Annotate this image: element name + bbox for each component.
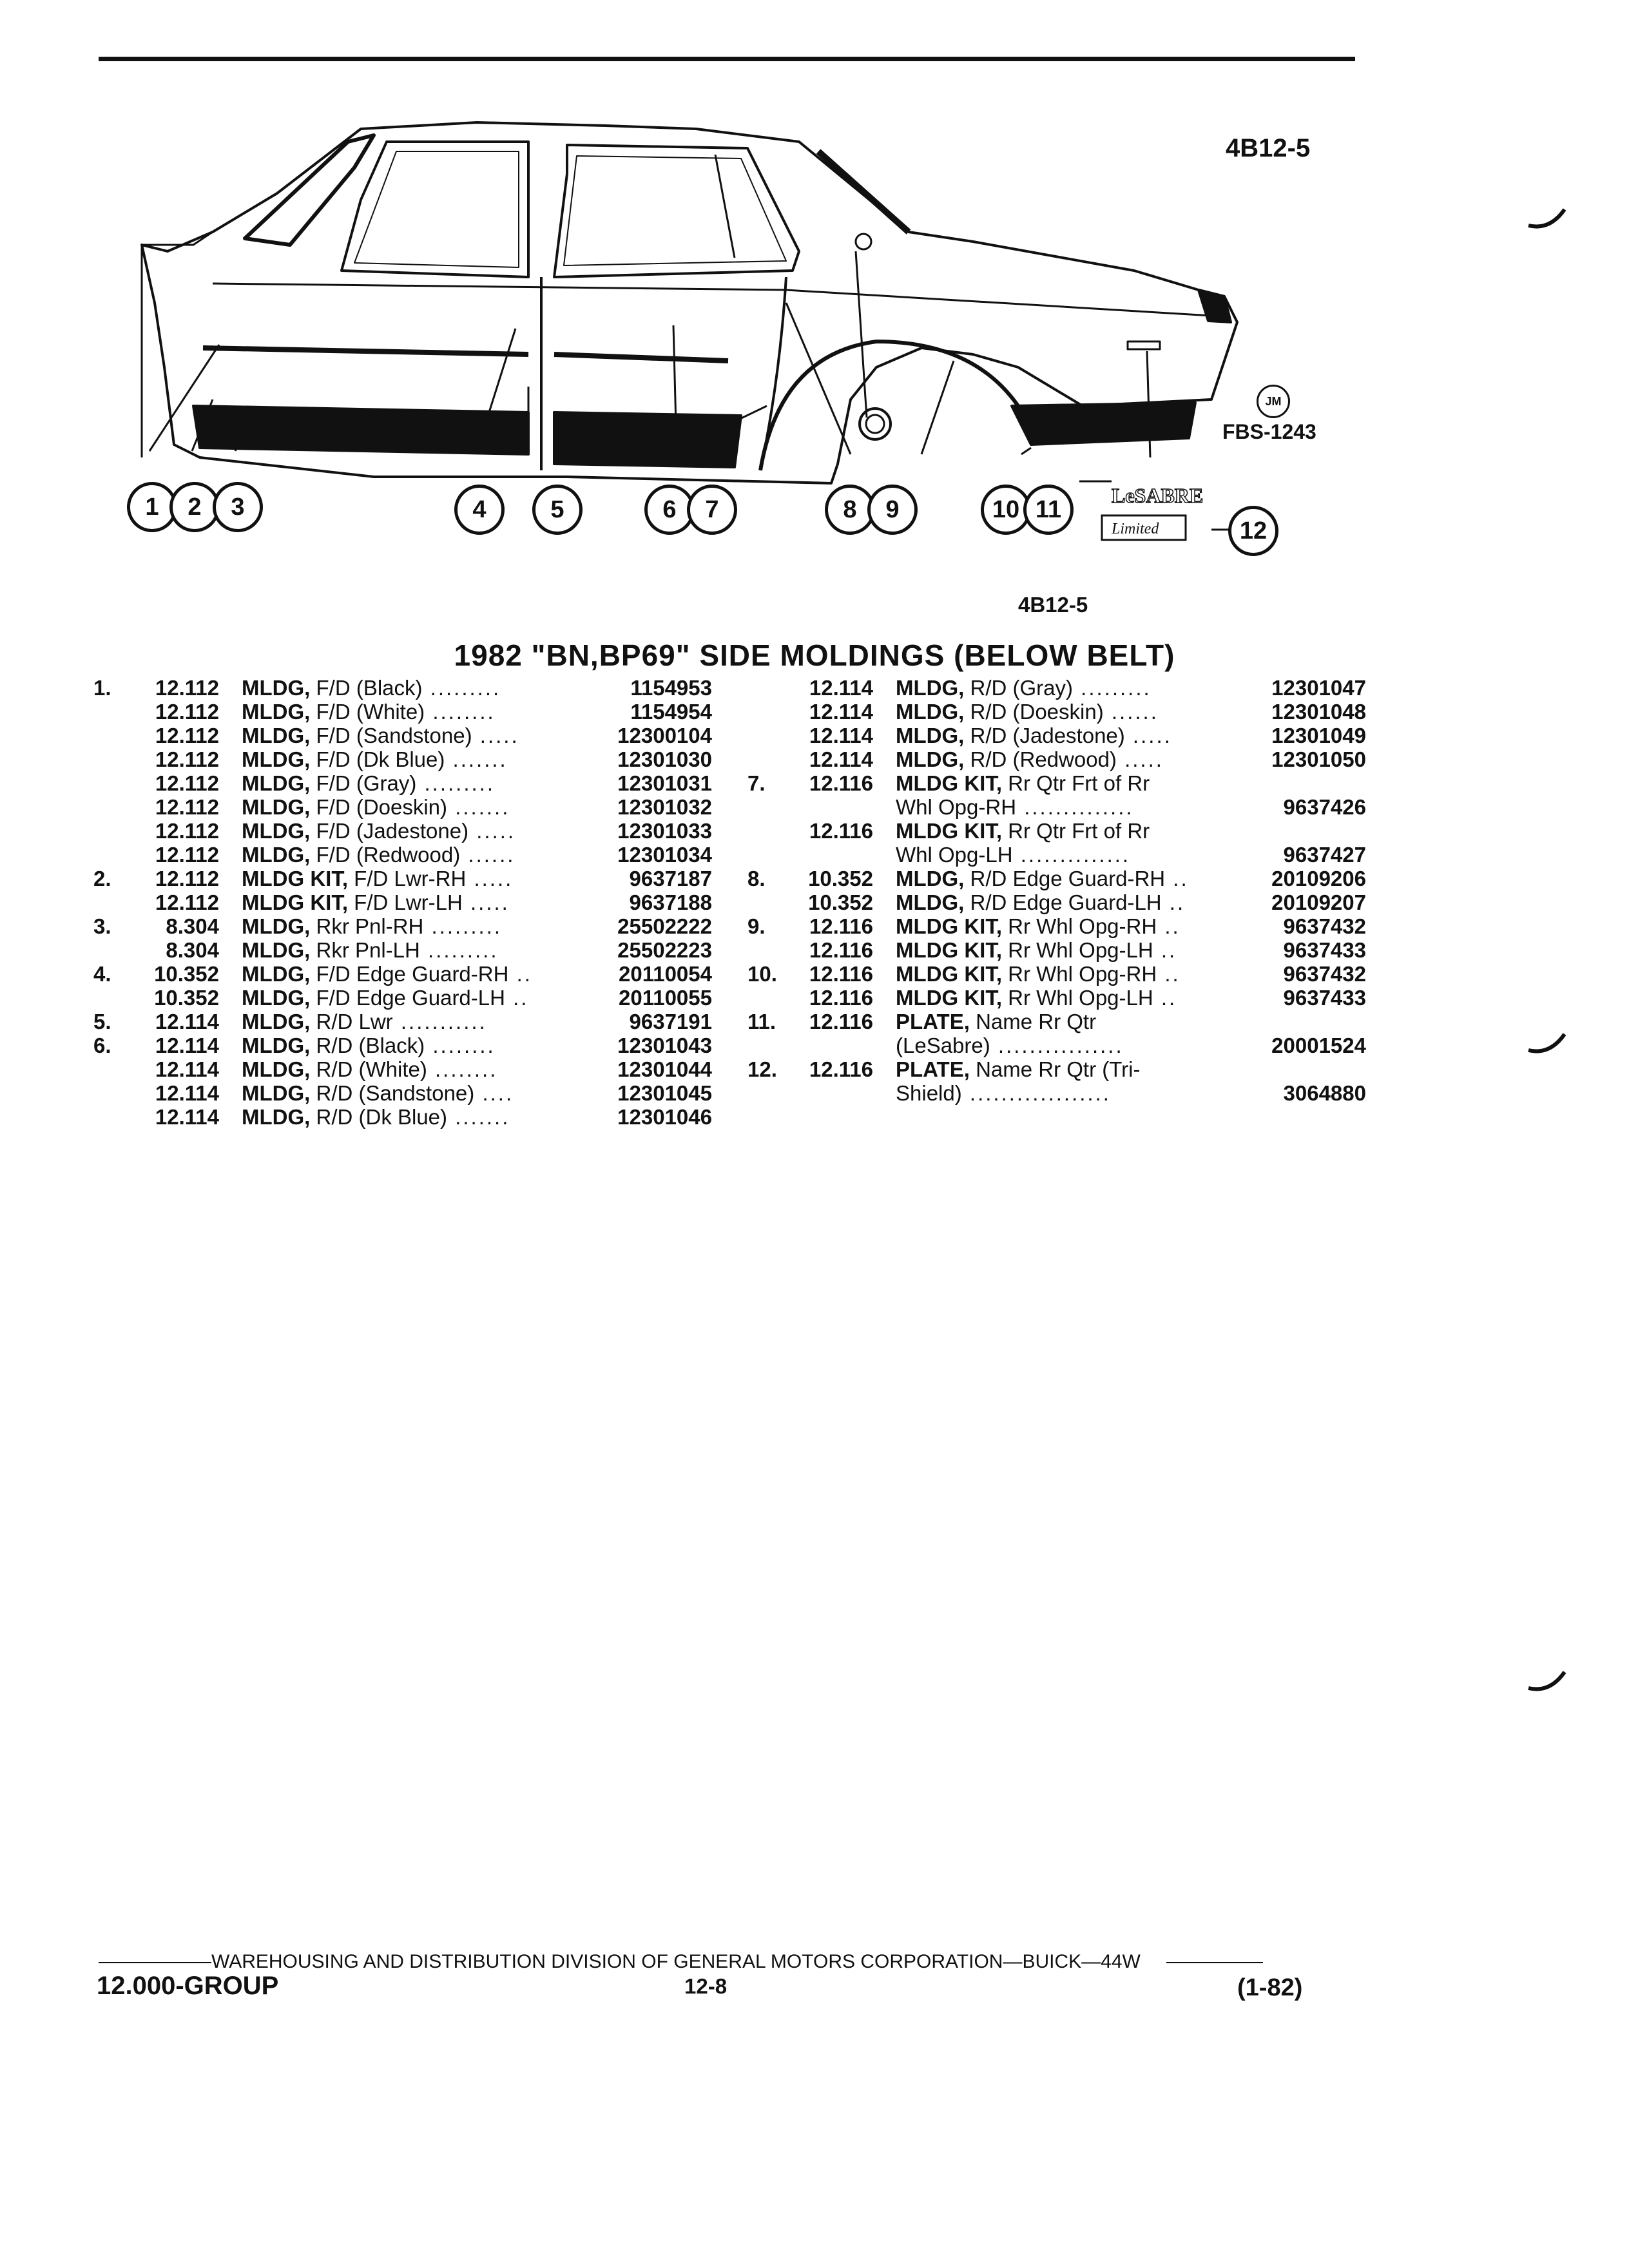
callout-5: 5 (532, 485, 583, 535)
part-number: 9637191 (627, 1010, 712, 1033)
part-number: 12300104 (615, 724, 712, 747)
group-number: 12.114 (155, 1057, 219, 1081)
group-number: 12.112 (155, 795, 219, 819)
part-number: 1154953 (628, 676, 712, 700)
part-row (93, 700, 712, 724)
rear-door-window (554, 145, 799, 277)
part-label: MLDG KIT, (242, 890, 348, 914)
group-number: 12.114 (809, 724, 873, 747)
door-seam-rear (760, 277, 786, 470)
part-row (747, 1033, 1366, 1057)
leader-dots: ..... (462, 890, 510, 914)
part-number: 9637188 (627, 890, 712, 914)
group-number: 10.352 (808, 890, 873, 914)
group-number: 12.116 (809, 819, 873, 843)
part-label: MLDG, (242, 819, 311, 843)
part-number: 20001524 (1269, 1033, 1366, 1057)
part-number: 3064880 (1281, 1081, 1366, 1105)
part-row (93, 867, 712, 890)
callout-9: 9 (867, 485, 918, 535)
leader-dots: .. (505, 986, 529, 1010)
part-description (896, 1057, 1366, 1081)
part-text: F/D (Gray) (316, 771, 417, 795)
part-label: MLDG, (242, 747, 311, 771)
part-row (93, 819, 712, 843)
group-number: 8.304 (166, 914, 219, 938)
group-number: 12.114 (155, 1105, 219, 1129)
parts-list-left (93, 676, 712, 1129)
figure-code-top: 4B12-5 (1226, 134, 1311, 162)
part-number: 20110055 (616, 986, 712, 1010)
callout-8: 8 (825, 485, 875, 535)
callout-7: 7 (687, 485, 737, 535)
group-number: 12.116 (809, 962, 873, 986)
group-number: 12.116 (809, 1057, 873, 1081)
part-row (747, 962, 1366, 986)
group-number: 12.114 (155, 1033, 219, 1057)
part-number: 12301049 (1269, 724, 1366, 747)
part-label: MLDG, (896, 700, 965, 724)
leader-dots: ........... (392, 1010, 487, 1033)
fuel-door (856, 234, 871, 249)
part-text: F/D (Redwood) (316, 843, 461, 867)
part-text: F/D Lwr-RH (354, 867, 467, 890)
item-number: 12. (747, 1057, 777, 1081)
group-number: 12.116 (809, 938, 873, 962)
part-label: MLDG, (242, 1081, 311, 1105)
leader-dots: ................ (990, 1033, 1124, 1057)
part-number: 12301032 (615, 795, 712, 819)
leader-dots: ..... (1116, 747, 1164, 771)
part-row (93, 747, 712, 771)
part-text: Rr Whl Opg-LH (1008, 986, 1153, 1010)
part-row (747, 819, 1366, 843)
item-number: 8. (747, 867, 766, 890)
part-text: R/D Lwr (316, 1010, 393, 1033)
part-row (747, 914, 1366, 938)
lesabre-emblem: LeSABRE (1112, 484, 1204, 507)
rocker-band-quarter (1012, 403, 1195, 445)
callout-3: 3 (213, 482, 263, 532)
leader-dots: .. (1157, 962, 1181, 986)
side-molding-upper-front (203, 348, 528, 354)
group-number: 10.352 (154, 986, 219, 1010)
part-number: 20109206 (1269, 867, 1366, 890)
part-number: 12301034 (615, 843, 712, 867)
part-row (93, 962, 712, 986)
item-number: 1. (93, 676, 111, 700)
group-number: 12.112 (155, 819, 219, 843)
part-label: MLDG KIT, (896, 819, 1002, 843)
part-number: 9637432 (1281, 914, 1366, 938)
group-number: 12.114 (809, 676, 873, 700)
leader-dots: ....... (447, 795, 510, 819)
parts-list-right (747, 676, 1366, 1105)
part-text: Rkr Pnl-RH (316, 914, 424, 938)
part-text: F/D (Jadestone) (316, 819, 469, 843)
part-row (93, 795, 712, 819)
tail-lamp (1199, 290, 1231, 322)
part-label: MLDG, (896, 890, 965, 914)
footer-group: 12.000-GROUP (97, 1972, 279, 2000)
part-label: MLDG, (896, 747, 965, 771)
part-text: Whl Opg-LH (896, 843, 1013, 867)
part-number: 9637433 (1281, 938, 1366, 962)
leader-dots: ...... (1103, 700, 1159, 724)
part-text: F/D (Sandstone) (316, 724, 472, 747)
callout-2: 2 (169, 482, 220, 532)
leader-dots: ......... (422, 676, 501, 700)
leader-dots: ......... (1073, 676, 1152, 700)
group-number: 12.112 (155, 867, 219, 890)
part-text: R/D (Jadestone) (970, 724, 1125, 747)
part-number: 12301047 (1269, 676, 1366, 700)
item-number: 2. (93, 867, 111, 890)
part-number: 12301044 (615, 1057, 712, 1081)
callout-10: 10 (981, 485, 1031, 535)
leader-dots: .............. (1016, 795, 1134, 819)
leader-dots: ....... (447, 1105, 510, 1129)
leader-dots: ..... (472, 724, 519, 747)
part-label: MLDG, (242, 724, 311, 747)
part-label: MLDG, (242, 676, 311, 700)
part-row (747, 724, 1366, 747)
part-label: PLATE, (896, 1057, 970, 1081)
margin-check-mark (1527, 1669, 1566, 1695)
part-label: MLDG KIT, (896, 771, 1002, 795)
leader-dots: .................. (961, 1081, 1111, 1105)
leader-dots: ......... (419, 938, 499, 962)
part-row (93, 938, 712, 962)
leader-dots: .. (1161, 890, 1186, 914)
part-row (93, 1105, 712, 1129)
part-number: 1154954 (628, 700, 712, 724)
footer-dash-left (99, 1962, 211, 1963)
part-row (93, 914, 712, 938)
part-number: 12301031 (615, 771, 712, 795)
rear-window (245, 135, 374, 245)
part-row (93, 843, 712, 867)
part-number: 12301030 (615, 747, 712, 771)
leader-dots: ...... (460, 843, 516, 867)
part-number: 12301050 (1269, 747, 1366, 771)
group-number: 12.112 (155, 890, 219, 914)
part-row (747, 795, 1366, 819)
item-number: 11. (747, 1010, 776, 1033)
part-label: MLDG KIT, (896, 986, 1002, 1010)
item-number: 4. (93, 962, 111, 986)
part-text: Rr Qtr Frt of Rr (1008, 771, 1150, 795)
part-row (747, 890, 1366, 914)
part-label: MLDG, (242, 1057, 311, 1081)
group-number: 12.116 (809, 771, 873, 795)
item-number: 10. (747, 962, 777, 986)
part-row (747, 843, 1366, 867)
item-number: 6. (93, 1033, 111, 1057)
group-number: 12.114 (809, 747, 873, 771)
part-row (747, 747, 1366, 771)
item-number: 9. (747, 914, 766, 938)
front-door-window (342, 142, 528, 277)
part-text: F/D (Black) (316, 676, 423, 700)
part-text: R/D Edge Guard-LH (970, 890, 1162, 914)
margin-check-mark (1527, 206, 1566, 232)
part-row (93, 724, 712, 747)
part-label: MLDG KIT, (242, 867, 348, 890)
part-text: Rkr Pnl-LH (316, 938, 420, 962)
part-label: MLDG, (242, 843, 311, 867)
part-row (93, 676, 712, 700)
part-text: Rr Whl Opg-LH (1008, 938, 1153, 962)
part-row (747, 1057, 1366, 1081)
part-text: Rr Qtr Frt of Rr (1008, 819, 1150, 843)
item-number: 5. (93, 1010, 111, 1033)
footer-division: WAREHOUSING AND DISTRIBUTION DIVISION OF GENERAL MOTORS CORPORATION—BUICK—44W (211, 1951, 1141, 1972)
part-row (93, 986, 712, 1010)
group-number: 12.112 (155, 676, 219, 700)
leader-dots: .............. (1012, 843, 1131, 867)
leader-dots: .. (1153, 986, 1177, 1010)
part-row (93, 1010, 712, 1033)
part-text: F/D Edge Guard-RH (316, 962, 509, 986)
part-text: Whl Opg-RH (896, 795, 1017, 819)
limited-emblem: Limited (1112, 521, 1159, 537)
part-label: MLDG, (896, 867, 965, 890)
part-label: MLDG, (242, 700, 311, 724)
part-label: MLDG KIT, (896, 962, 1002, 986)
group-number: 10.352 (154, 962, 219, 986)
item-number: 7. (747, 771, 766, 795)
leader-dots: ......... (423, 914, 503, 938)
leader-dots: .. (1165, 867, 1189, 890)
part-number: 9637426 (1281, 795, 1366, 819)
part-label: MLDG, (242, 914, 311, 938)
part-row (93, 890, 712, 914)
group-number: 12.116 (809, 986, 873, 1010)
section-title: 1982 "BN,BP69" SIDE MOLDINGS (BELOW BELT) (454, 639, 1175, 672)
leader-dots: ..... (466, 867, 514, 890)
leader-dots: ..... (1124, 724, 1172, 747)
callout-12: 12 (1228, 506, 1278, 556)
leader-dots: ....... (445, 747, 508, 771)
footer-date: (1-82) (1237, 1974, 1303, 2001)
footer-dash-right (1166, 1962, 1263, 1963)
part-number: 12301043 (615, 1033, 712, 1057)
part-number: 20109207 (1269, 890, 1366, 914)
part-label: MLDG, (242, 1033, 311, 1057)
part-text: F/D (White) (316, 700, 425, 724)
part-number: 25502222 (615, 914, 712, 938)
part-row (747, 867, 1366, 890)
leader-dots: ..... (468, 819, 516, 843)
part-row (93, 1057, 712, 1081)
group-number: 10.352 (808, 867, 873, 890)
part-number: 25502223 (615, 938, 712, 962)
part-label: MLDG, (896, 676, 965, 700)
part-text: Rr Whl Opg-RH (1008, 914, 1157, 938)
part-label: PLATE, (896, 1010, 970, 1033)
part-number: 12301048 (1269, 700, 1366, 724)
part-label: MLDG, (896, 724, 965, 747)
part-text: Name Rr Qtr (976, 1010, 1097, 1033)
rocker-band-rear (554, 412, 741, 467)
part-number: 12301033 (615, 819, 712, 843)
part-row (93, 1033, 712, 1057)
part-description (896, 1010, 1366, 1033)
group-number: 12.112 (155, 724, 219, 747)
group-number: 12.116 (809, 1010, 873, 1033)
part-text: R/D (Redwood) (970, 747, 1117, 771)
part-text: R/D (Sandstone) (316, 1081, 475, 1105)
jm-mark: JM (1257, 385, 1290, 418)
part-text: Shield) (896, 1081, 962, 1105)
part-label: MLDG, (242, 1105, 311, 1129)
part-row (747, 938, 1366, 962)
leader-dots: .. (508, 962, 532, 986)
callout-1: 1 (127, 482, 177, 532)
part-row (747, 676, 1366, 700)
part-label: MLDG, (242, 1010, 311, 1033)
group-number: 12.112 (155, 843, 219, 867)
part-text: R/D (Dk Blue) (316, 1105, 448, 1129)
quarter-nameplate-outline (1128, 341, 1160, 349)
part-text: R/D (White) (316, 1057, 427, 1081)
part-text: F/D Edge Guard-LH (316, 986, 505, 1010)
part-text: F/D Lwr-LH (354, 890, 463, 914)
windshield (818, 151, 909, 232)
item-number: 3. (93, 914, 111, 938)
group-number: 8.304 (166, 938, 219, 962)
part-text: R/D (Doeskin) (970, 700, 1104, 724)
part-row (93, 771, 712, 795)
top-rule (99, 57, 1355, 61)
leader-dots: .... (474, 1081, 514, 1105)
group-number: 12.114 (155, 1010, 219, 1033)
group-number: 12.112 (155, 771, 219, 795)
callout-11: 11 (1023, 485, 1074, 535)
part-label: MLDG KIT, (896, 938, 1002, 962)
part-label: MLDG, (242, 938, 311, 962)
side-molding-upper-rear (554, 354, 728, 361)
group-number: 12.112 (155, 747, 219, 771)
part-text: R/D (Gray) (970, 676, 1073, 700)
part-description (896, 819, 1366, 843)
tri-shield-emblem (860, 408, 891, 439)
part-text: (LeSabre) (896, 1033, 990, 1057)
part-label: MLDG, (242, 771, 311, 795)
part-description (896, 771, 1366, 795)
part-number: 9637432 (1281, 962, 1366, 986)
part-text: Rr Whl Opg-RH (1008, 962, 1157, 986)
part-row (747, 1081, 1366, 1105)
leader-dots: ........ (427, 1057, 498, 1081)
part-text: Name Rr Qtr (Tri- (976, 1057, 1141, 1081)
margin-check-mark (1527, 1031, 1566, 1057)
leader-dots: ........ (425, 700, 496, 724)
part-row (747, 986, 1366, 1010)
leader-dots: ......... (416, 771, 496, 795)
part-row (93, 1081, 712, 1105)
fbs-code: FBS-1243 (1222, 420, 1316, 443)
part-text: F/D (Dk Blue) (316, 747, 445, 771)
leader-dots: .. (1157, 914, 1181, 938)
part-number: 12301045 (615, 1081, 712, 1105)
part-number: 12301046 (615, 1105, 712, 1129)
part-number: 9637187 (627, 867, 712, 890)
footer-page-number: 12-8 (684, 1974, 728, 1998)
part-label: MLDG, (242, 962, 311, 986)
part-label: MLDG KIT, (896, 914, 1002, 938)
group-number: 12.114 (155, 1081, 219, 1105)
leader-dots: .. (1153, 938, 1177, 962)
part-row (747, 771, 1366, 795)
part-label: MLDG, (242, 986, 311, 1010)
group-number: 12.112 (155, 700, 219, 724)
part-label: MLDG, (242, 795, 311, 819)
part-number: 9637433 (1281, 986, 1366, 1010)
figure-code-bottom: 4B12-5 (1018, 593, 1088, 617)
group-number: 12.116 (809, 914, 873, 938)
part-row (747, 1010, 1366, 1033)
part-text: R/D Edge Guard-RH (970, 867, 1166, 890)
callout-6: 6 (644, 485, 695, 535)
part-text: F/D (Doeskin) (316, 795, 448, 819)
part-number: 9637427 (1281, 843, 1366, 867)
part-row (747, 700, 1366, 724)
leader-dots: ........ (425, 1033, 496, 1057)
footer-division-line (99, 1951, 1355, 1973)
callout-4: 4 (454, 485, 505, 535)
group-number: 12.114 (809, 700, 873, 724)
part-number: 20110054 (616, 962, 712, 986)
part-text: R/D (Black) (316, 1033, 425, 1057)
